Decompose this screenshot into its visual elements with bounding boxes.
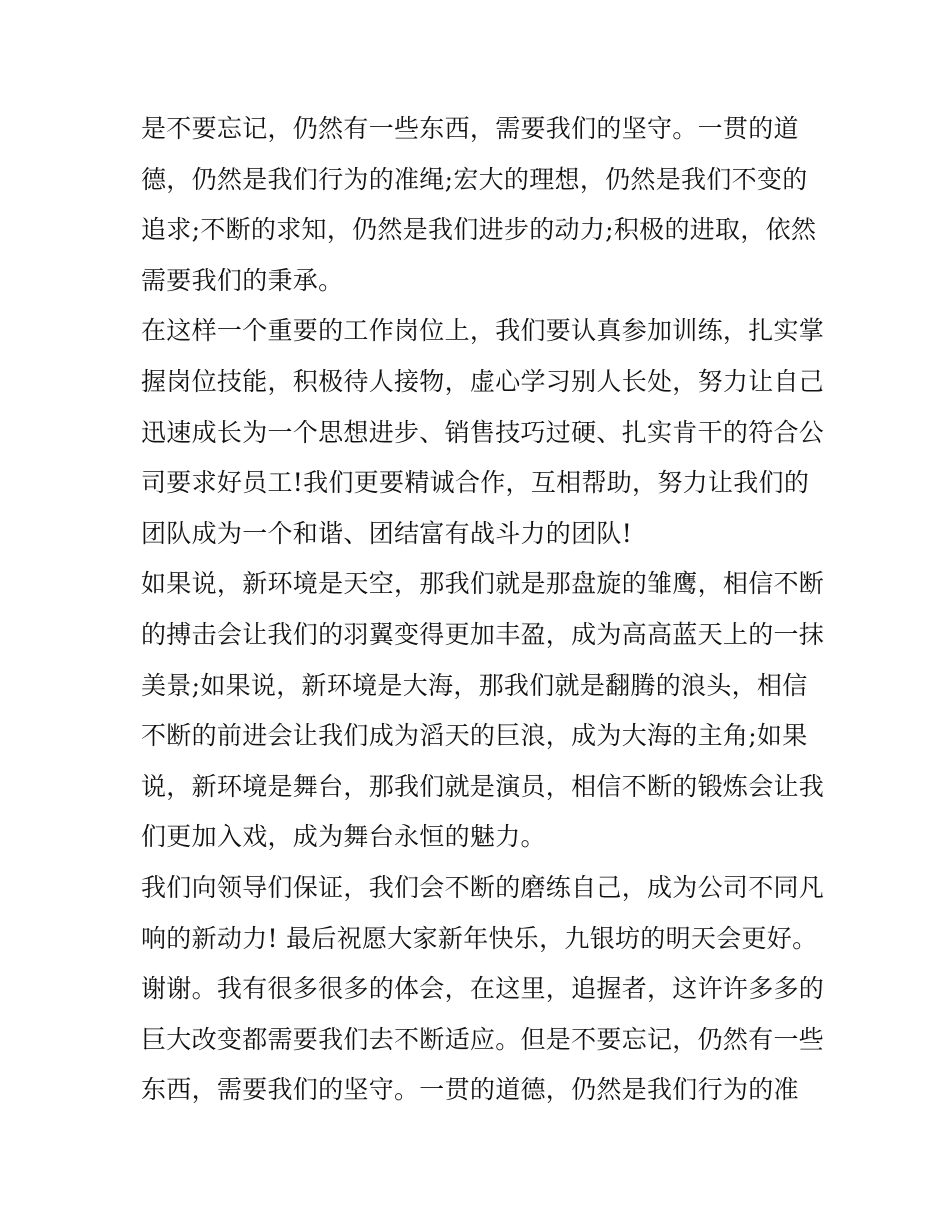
text-line: 是不要忘记，仍然有一些东西，需要我们的坚守。一贯的道	[141, 114, 799, 143]
text-line: 追求;不断的求知，仍然是我们进步的动力;积极的进取，依然	[141, 215, 817, 245]
document-body	[141, 104, 825, 1116]
text-line: 巨大改变都需要我们去不断适应。但是不要忘记，仍然有一些	[141, 1024, 825, 1054]
text-line: 我们向领导们保证，我们会不断的磨练自己，成为公司不同凡	[141, 872, 825, 902]
text-line: 团队成为一个和谐、团结富有战斗力的团队!	[141, 518, 633, 548]
text-line: 如果说，新环境是天空，那我们就是那盘旋的雏鹰，相信不断	[141, 569, 825, 599]
text-line: 司要求好员工!我们更要精诚合作，互相帮助，努力让我们的	[141, 468, 810, 498]
text-line: 德，仍然是我们行为的准绳;宏大的理想，仍然是我们不变的	[141, 164, 808, 194]
text-line: 美景;如果说，新环境是大海，那我们就是翻腾的浪头，相信	[141, 670, 808, 700]
text-line: 们更加入戏，成为舞台永恒的魅力。	[141, 822, 546, 852]
text-line: 在这样一个重要的工作岗位上，我们要认真参加训练，扎实掌	[141, 316, 825, 346]
text-line: 的搏击会让我们的羽翼变得更加丰盈，成为高高蓝天上的一抹	[141, 619, 825, 649]
text-line: 说，新环境是舞台，那我们就是演员，相信不断的锻炼会让我	[141, 771, 825, 801]
text-line: 响的新动力! 最后祝愿大家新年快乐，九银坊的明天会更好。	[141, 923, 818, 953]
text-line: 需要我们的秉承。	[141, 265, 344, 295]
text-line: 不断的前进会让我们成为滔天的巨浪，成为大海的主角;如果	[141, 721, 808, 751]
text-line: 迅速成长为一个思想进步、销售技巧过硬、扎实肯干的符合公	[141, 417, 825, 447]
text-line: 东西，需要我们的坚守。一贯的道德，仍然是我们行为的准	[141, 1075, 799, 1105]
text-line: 握岗位技能，积极待人接物，虚心学习别人长处，努力让自己	[141, 366, 825, 396]
text-line: 谢谢。我有很多很多的体会，在这里，追握者，这许许多多的	[141, 974, 825, 1004]
